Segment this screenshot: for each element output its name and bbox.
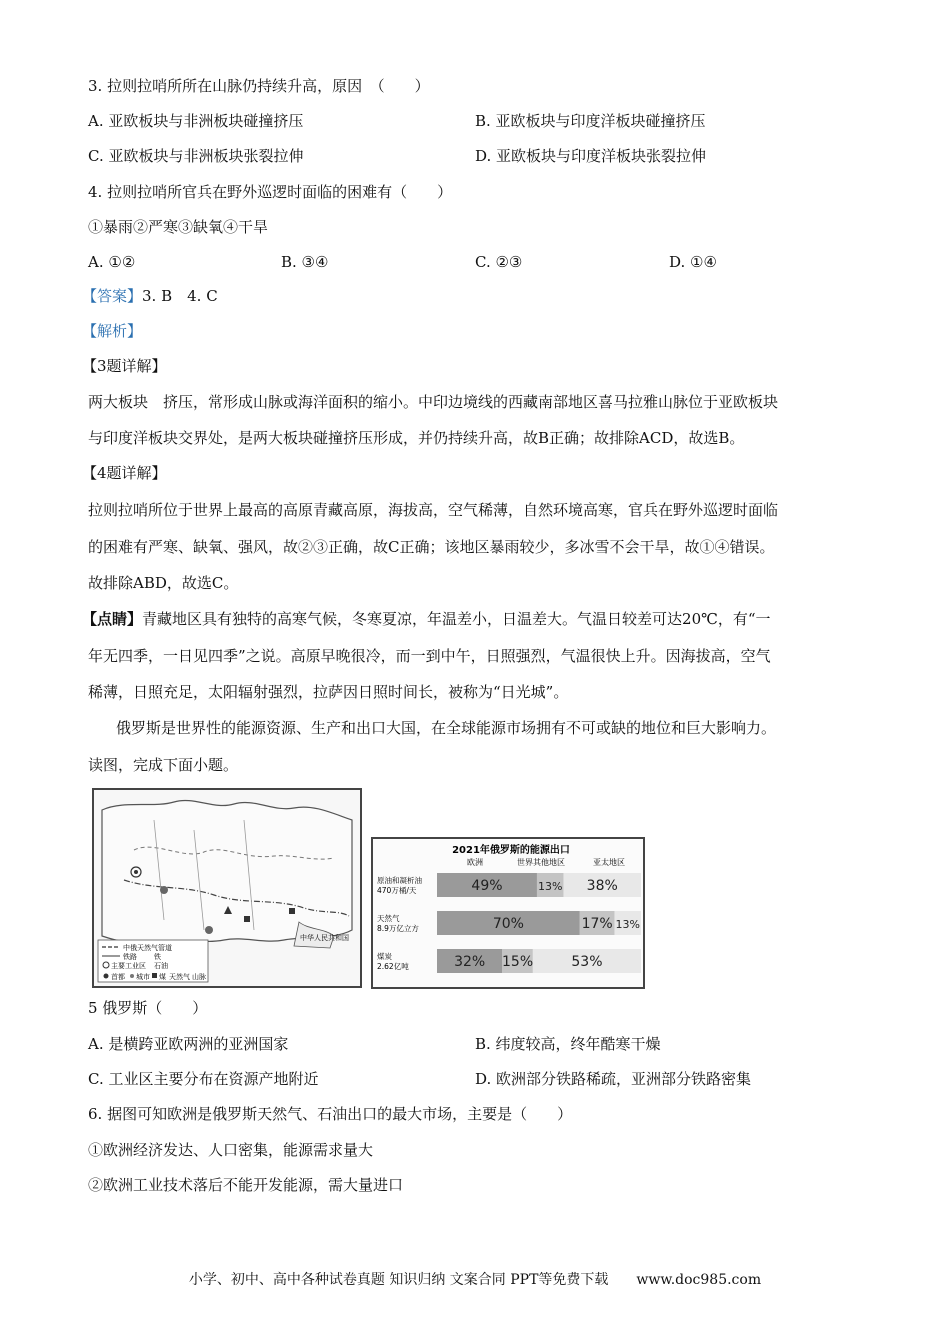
category-label: 天然气 bbox=[377, 914, 400, 923]
legend-gas: 天然气 bbox=[169, 973, 190, 981]
detail4-line2: 的困难有严寒、缺氧、强风，故②③正确，故C正确；该地区暴雨较少，多冰雪不会干旱，故①④错误。 bbox=[88, 538, 775, 556]
q5-option-a: A. 是横跨亚欧两洲的亚洲国家 bbox=[88, 1035, 289, 1053]
q6-stem: 6. 据图可知欧洲是俄罗斯天然气、石油出口的最大市场，主要是（ ） bbox=[88, 1105, 573, 1123]
chart-title: 2021年俄罗斯的能源出口 bbox=[452, 845, 570, 856]
answer-tag: 【答案】 bbox=[82, 287, 143, 305]
detail3-line2: 与印度洋板块交界处，是两大板块碰撞挤压形成，并仍持续升高，故B正确；故排除ACD，故选B。 bbox=[88, 429, 745, 447]
analysis-tag: 【解析】 bbox=[82, 322, 143, 340]
q4-option-b: B. ③④ bbox=[281, 253, 329, 271]
category-label: 煤炭 bbox=[377, 952, 392, 961]
intro-line1: 俄罗斯是世界性的能源资源、生产和出口大国，在全球能源市场拥有不可或缺的地位和巨大影响力。 bbox=[116, 719, 777, 737]
data-label: 13% bbox=[615, 918, 640, 931]
data-label: 53% bbox=[571, 954, 603, 970]
tip-line2: 年无四季，一日见四季”之说。高原早晚很冷，而一到中午，日照强烈，气温很快上升。因海拔高，空气 bbox=[88, 647, 771, 665]
q5-option-d: D. 欧洲部分铁路稀疏，亚洲部分铁路密集 bbox=[475, 1070, 752, 1088]
detail4-line1: 拉则拉哨所位于世界上最高的高原青藏高原，海拔高，空气稀薄，自然环境高寒，官兵在野外巡逻时面临 bbox=[88, 501, 779, 519]
legend-capital: 首都 bbox=[111, 973, 125, 981]
page-footer: 小学、初中、高中各种试卷真题 知识归纳 文案合同 PPT等免费下载 www.doc985.com bbox=[188, 1272, 762, 1288]
q5-option-b: B. 纬度较高，终年酷寒干燥 bbox=[475, 1035, 661, 1053]
legend-iron: 铁 bbox=[154, 953, 161, 961]
legend-city: 城市 bbox=[136, 973, 150, 981]
energy-export-chart-svg bbox=[373, 839, 643, 987]
series-name-europe: 欧洲 bbox=[467, 858, 483, 867]
category-label: 470万桶/天 bbox=[377, 886, 417, 895]
data-label: 38% bbox=[586, 878, 618, 894]
tip-tag: 【点睛】 bbox=[82, 610, 143, 628]
q5-option-c: C. 工业区主要分布在资源产地附近 bbox=[88, 1070, 319, 1088]
category-label: 2.62亿吨 bbox=[377, 962, 409, 971]
q3-stem: 3. 拉则拉哨所所在山脉仍持续升高，原因 （ ） bbox=[88, 77, 430, 95]
q3-option-a: A. 亚欧板块与非洲板块碰撞挤压 bbox=[88, 112, 304, 130]
legend-industry: 主要工业区 bbox=[111, 962, 146, 970]
answer-text: 3. B 4. C bbox=[142, 287, 218, 305]
detail3-heading: 【3题详解】 bbox=[82, 357, 167, 375]
detail4-heading: 【4题详解】 bbox=[82, 464, 167, 482]
russia-map-drawing bbox=[94, 790, 360, 986]
intro-line2: 读图，完成下面小题。 bbox=[88, 756, 239, 774]
q4-option-a: A. ①② bbox=[88, 253, 136, 271]
legend-oil: 石油 bbox=[154, 962, 168, 970]
data-label: 49% bbox=[471, 878, 503, 894]
q6-item1: ①欧洲经济发达、人口密集，能源需求量大 bbox=[88, 1141, 374, 1159]
legend-mountain: 山脉 bbox=[192, 973, 206, 981]
detail4-line3: 故排除ABD，故选C。 bbox=[88, 574, 239, 592]
analysis-line bbox=[82, 321, 142, 341]
energy-export-chart bbox=[371, 837, 645, 989]
legend-pipeline: 中俄天然气管道 bbox=[123, 944, 172, 952]
category-label: 原油和凝析油 bbox=[377, 876, 422, 885]
q6-item2: ②欧洲工业技术落后不能开发能源，需大量进口 bbox=[88, 1176, 404, 1194]
tip-line3: 稀薄，日照充足，太阳辐射强烈，拉萨因日照时间长，被称为“日光城”。 bbox=[88, 683, 569, 701]
q3-option-c: C. 亚欧板块与非洲板块张裂拉伸 bbox=[88, 147, 304, 165]
legend-coal: 煤 bbox=[159, 973, 166, 981]
q3-option-b: B. 亚欧板块与印度洋板块碰撞挤压 bbox=[475, 112, 706, 130]
data-label: 13% bbox=[537, 880, 563, 893]
tip-line1 bbox=[82, 609, 771, 629]
q4-stem: 4. 拉则拉哨所官兵在野外巡逻时面临的困难有（ ） bbox=[88, 183, 453, 201]
category-label: 8.9万亿立方 bbox=[377, 924, 419, 933]
answer-line bbox=[82, 286, 218, 306]
series-name-rest-of-world: 世界其他地区 bbox=[517, 858, 565, 867]
q5-stem: 5 俄罗斯（ ） bbox=[88, 999, 208, 1017]
legend-railway: 铁路 bbox=[123, 953, 137, 961]
detail3-line1: 两大板块 挤压，常形成山脉或海洋面积的缩小。中印边境线的西藏南部地区喜马拉雅山脉位于亚欧板块 bbox=[88, 393, 779, 411]
series-name-asia-pacific: 亚太地区 bbox=[593, 858, 625, 867]
map-label-china: 中华人民共和国 bbox=[300, 934, 349, 942]
data-label: 17% bbox=[581, 916, 613, 932]
data-label: 32% bbox=[454, 954, 486, 970]
q4-option-c: C. ②③ bbox=[475, 253, 523, 271]
data-label: 70% bbox=[492, 916, 524, 932]
q4-items: ①暴雨②严寒③缺氧④干旱 bbox=[88, 218, 269, 236]
q4-option-d: D. ①④ bbox=[669, 253, 717, 271]
data-label: 15% bbox=[502, 954, 534, 970]
tip-text1: 青藏地区具有独特的高寒气候，冬寒夏凉，年温差小，日温差大。气温日较差可达20℃，有“一 bbox=[142, 610, 771, 628]
russia-map bbox=[92, 788, 362, 988]
q3-option-d: D. 亚欧板块与印度洋板块张裂拉伸 bbox=[475, 147, 707, 165]
